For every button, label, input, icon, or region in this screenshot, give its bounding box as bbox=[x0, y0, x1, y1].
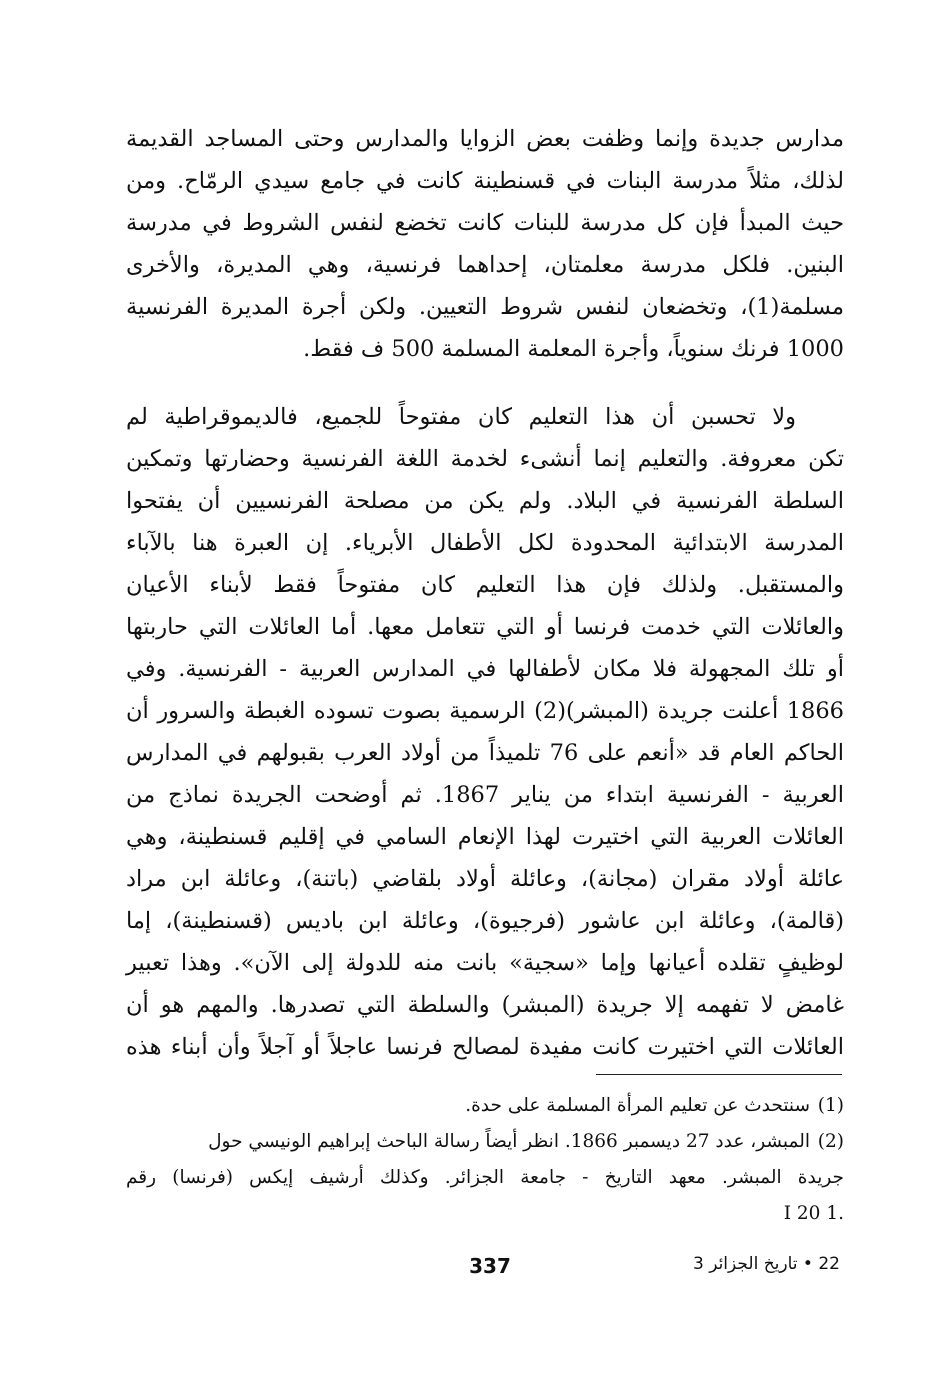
footnote-2 bbox=[126, 1124, 844, 1160]
text-line: والمستقبل. ولذلك فإن هذا التعليم كان مفتوحاً فقط لأبناء الأعيان bbox=[126, 572, 844, 598]
text-line: مدارس جديدة وإنما وظفت بعض الزوايا والمدارس وحتى المساجد القديمة bbox=[126, 126, 844, 152]
page-number: 337 bbox=[469, 1254, 511, 1278]
footnote-2-continuation: .1 I 20 bbox=[783, 1203, 844, 1224]
text-line: الحاكم العام قد «أنعم على 76 تلميذاً من أولاد العرب بقبولهم في المدارس bbox=[126, 740, 844, 766]
text-line: لذلك، مثلاً مدرسة البنات في قسنطينة كانت في جامع سيدي الرمّاح. ومن bbox=[126, 168, 844, 194]
text-line: 1000 فرنك سنوياً، وأجرة المعلمة المسلمة 500 ف فقط. bbox=[303, 336, 844, 362]
paragraph-2 bbox=[126, 396, 844, 1068]
text-line: العائلات العربية التي اختيرت لهذا الإنعام السامي في إقليم قسنطينة، وهي bbox=[126, 824, 844, 850]
text-line: والعائلات التي خدمت فرنسا أو التي تتعامل معها. أما العائلات التي حاربتها bbox=[126, 614, 844, 640]
text-line: حيث المبدأ فإن كل مدرسة للبنات كانت تخضع لنفس الشروط في مدرسة bbox=[126, 210, 844, 236]
footnote-text: المبشر، عدد 27 ديسمبر 1866. انظر أيضاً رسالة الباحث إبراهيم الونيسي حول bbox=[208, 1131, 810, 1152]
text-line: أو تلك المجهولة فلا مكان لأطفالها في المدارس العربية - الفرنسية. وفي bbox=[126, 656, 844, 682]
text-line: السلطة الفرنسية في البلاد. ولم يكن من مصلحة الفرنسيين أن يفتحوا bbox=[126, 488, 844, 514]
text-line: تكن معروفة. والتعليم إنما أنشىء لخدمة اللغة الفرنسية وحضارتها وتمكين bbox=[126, 446, 844, 472]
footnote-2-continuation: جريدة المبشر. معهد التاريخ - جامعة الجزائر. وكذلك أرشيف إيكس (فرنسا) رقم bbox=[126, 1167, 844, 1188]
paragraph-1 bbox=[126, 118, 844, 370]
footnote-number: (1) bbox=[817, 1095, 844, 1116]
text-line: غامض لا تفهمه إلا جريدة (المبشر) والسلطة التي تصدرها. والمهم هو أن bbox=[126, 992, 844, 1018]
text-line: ولا تحسبن أن هذا التعليم كان مفتوحاً للجميع، فالديموقراطية لم bbox=[126, 404, 796, 430]
text-line: العائلات التي اختيرت كانت مفيدة لمصالح فرنسا عاجلاً أو آجلاً وأن أبناء هذه bbox=[126, 1034, 844, 1060]
text-line: المدرسة الابتدائية المحدودة لكل الأطفال الأبرياء. إن العبرة هنا بالآباء bbox=[126, 530, 844, 556]
footnote-divider bbox=[596, 1074, 842, 1075]
text-line: عائلة أولاد مقران (مجانة)، وعائلة أولاد بلقاضي (باتنة)، وعائلة ابن مراد bbox=[126, 866, 844, 892]
footnotes bbox=[126, 1088, 844, 1232]
text-line: (قالمة)، وعائلة ابن عاشور (فرجيوة)، وعائلة ابن باديس (قسنطينة)، إما bbox=[126, 908, 844, 934]
footnote-text: سنتحدث عن تعليم المرأة المسلمة على حدة. bbox=[465, 1095, 810, 1116]
text-line: 1866 أعلنت جريدة (المبشر)(2) الرسمية بصوت تسوده الغبطة والسرور أن bbox=[126, 698, 844, 724]
text-line: مسلمة(1)، وتخضعان لنفس شروط التعيين. ولكن أجرة المديرة الفرنسية bbox=[126, 294, 844, 320]
text-line: البنين. فلكل مدرسة معلمتان، إحداهما فرنسية، وهي المديرة، والأخرى bbox=[126, 252, 844, 278]
text-line: لوظيفٍ تقلده أعيانها وإما «سجية» بانت منه للدولة إلى الآن». وهذا تعبير bbox=[126, 950, 844, 976]
footnote-1 bbox=[126, 1088, 844, 1124]
printer-signature: 22 • تاريخ الجزائر 3 bbox=[692, 1254, 840, 1274]
footnote-number: (2) bbox=[817, 1131, 844, 1152]
text-line: العربية - الفرنسية ابتداء من يناير 1867. ثم أوضحت الجريدة نماذج من bbox=[126, 782, 844, 808]
